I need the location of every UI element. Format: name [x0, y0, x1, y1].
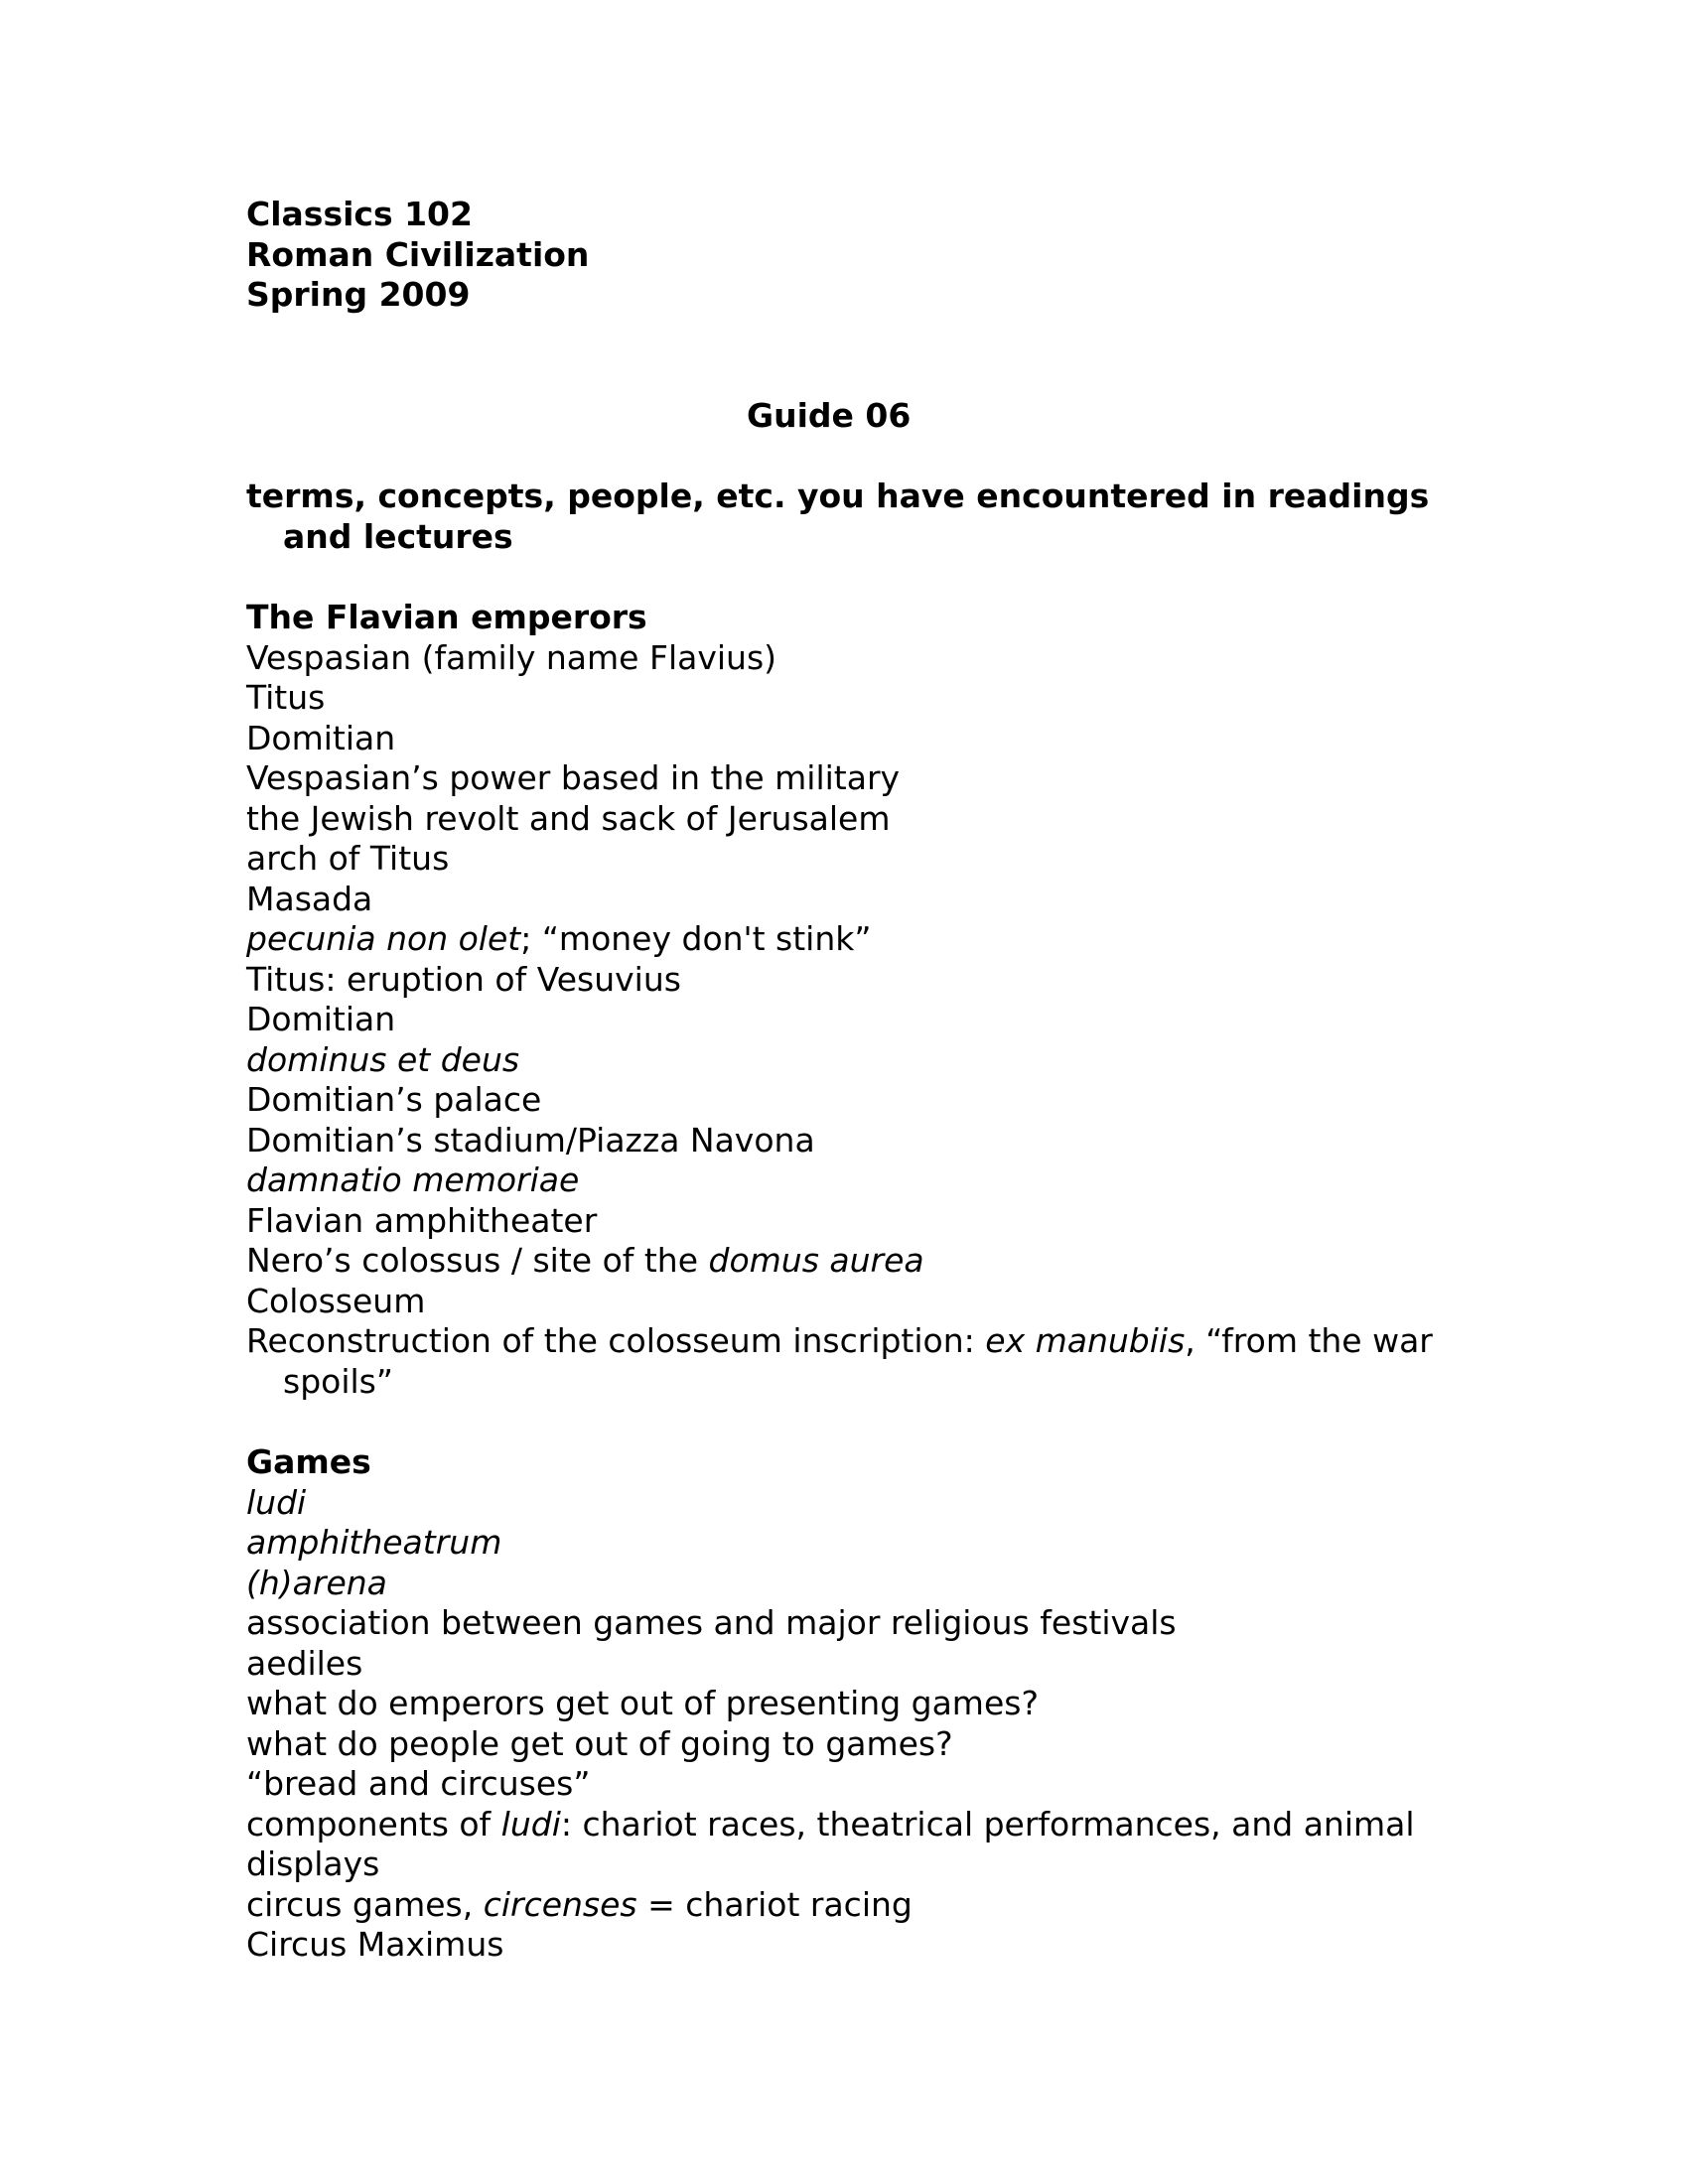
list-item: Domitian’s palace: [246, 1080, 542, 1119]
latin-term: (h)arena: [246, 1563, 387, 1602]
course-title: Roman Civilization: [246, 234, 590, 274]
list-item: [246, 1885, 1497, 1926]
latin-term: ludi: [500, 1804, 561, 1843]
list-item: [246, 1241, 1497, 1282]
list-item-text: ; “money don't stink”: [520, 919, 872, 958]
course-term: Spring 2009: [246, 275, 471, 314]
list-item: [246, 919, 1497, 960]
list-item: [246, 1321, 1494, 1402]
list-item-text: : chariot races, theatrical performances, and animal displays: [246, 1804, 1415, 1883]
list-item: Vespasian (family name Flavius): [246, 637, 777, 677]
list-item: Colosseum: [246, 1281, 426, 1320]
document-page: [246, 195, 1497, 1966]
list-item: [246, 1483, 1497, 1524]
list-item: “bread and circuses”: [246, 1764, 591, 1803]
guide-subtitle: terms, concepts, people, etc. you have encountered in readings and lectures: [246, 477, 1430, 556]
course-header: [246, 195, 1497, 316]
latin-term: domus aurea: [708, 1241, 924, 1280]
section-heading: The Flavian emperors: [246, 598, 647, 636]
list-item: Circus Maximus: [246, 1925, 504, 1964]
list-item: what do people get out of going to games?: [246, 1723, 953, 1763]
list-item: Vespasian’s power based in the military: [246, 758, 901, 797]
list-item: the Jewish revolt and sack of Jerusalem: [246, 798, 891, 838]
latin-term: dominus et deus: [246, 1039, 520, 1079]
list-item-text: = chariot racing: [636, 1884, 913, 1924]
list-item: Domitian’s stadium/Piazza Navona: [246, 1120, 815, 1160]
list-item-text: Nero’s colossus / site of the: [246, 1241, 709, 1280]
section-flavian-emperors: [246, 598, 1497, 1402]
list-item: Titus: [246, 678, 326, 717]
section-heading: Games: [246, 1442, 371, 1481]
list-item: [246, 1564, 1497, 1604]
latin-term: amphitheatrum: [246, 1523, 502, 1562]
list-item: what do emperors get out of presenting games?: [246, 1684, 1039, 1722]
list-item-text: Reconstruction of the colosseum inscription:: [246, 1321, 986, 1360]
list-item: [246, 1160, 1497, 1201]
list-item: Flavian amphitheater: [246, 1200, 598, 1240]
latin-term: pecunia non olet: [246, 919, 521, 958]
list-item: [246, 1805, 1458, 1885]
list-item: [246, 1040, 1497, 1081]
list-item: Domitian: [246, 718, 396, 757]
list-item-text: components of: [246, 1804, 501, 1843]
list-item: arch of Titus: [246, 839, 450, 878]
latin-term: ex manubiis: [985, 1321, 1186, 1360]
guide-title: Guide 06: [747, 395, 912, 435]
latin-term: circenses: [483, 1884, 637, 1924]
list-item: [246, 1523, 1497, 1564]
latin-term: ludi: [246, 1482, 307, 1522]
list-item-text: circus games,: [246, 1884, 484, 1924]
list-item: aediles: [246, 1643, 363, 1683]
section-games: [246, 1442, 1497, 1966]
list-item-text: , “from the war spoils”: [283, 1321, 1433, 1401]
list-item: Masada: [246, 879, 373, 918]
latin-term: damnatio memoriae: [246, 1160, 580, 1199]
course-number: Classics 102: [246, 195, 473, 233]
list-item: Titus: eruption of Vesuvius: [246, 959, 681, 999]
list-item: association between games and major religious festivals: [246, 1603, 1177, 1642]
list-item: Domitian: [246, 1000, 396, 1038]
